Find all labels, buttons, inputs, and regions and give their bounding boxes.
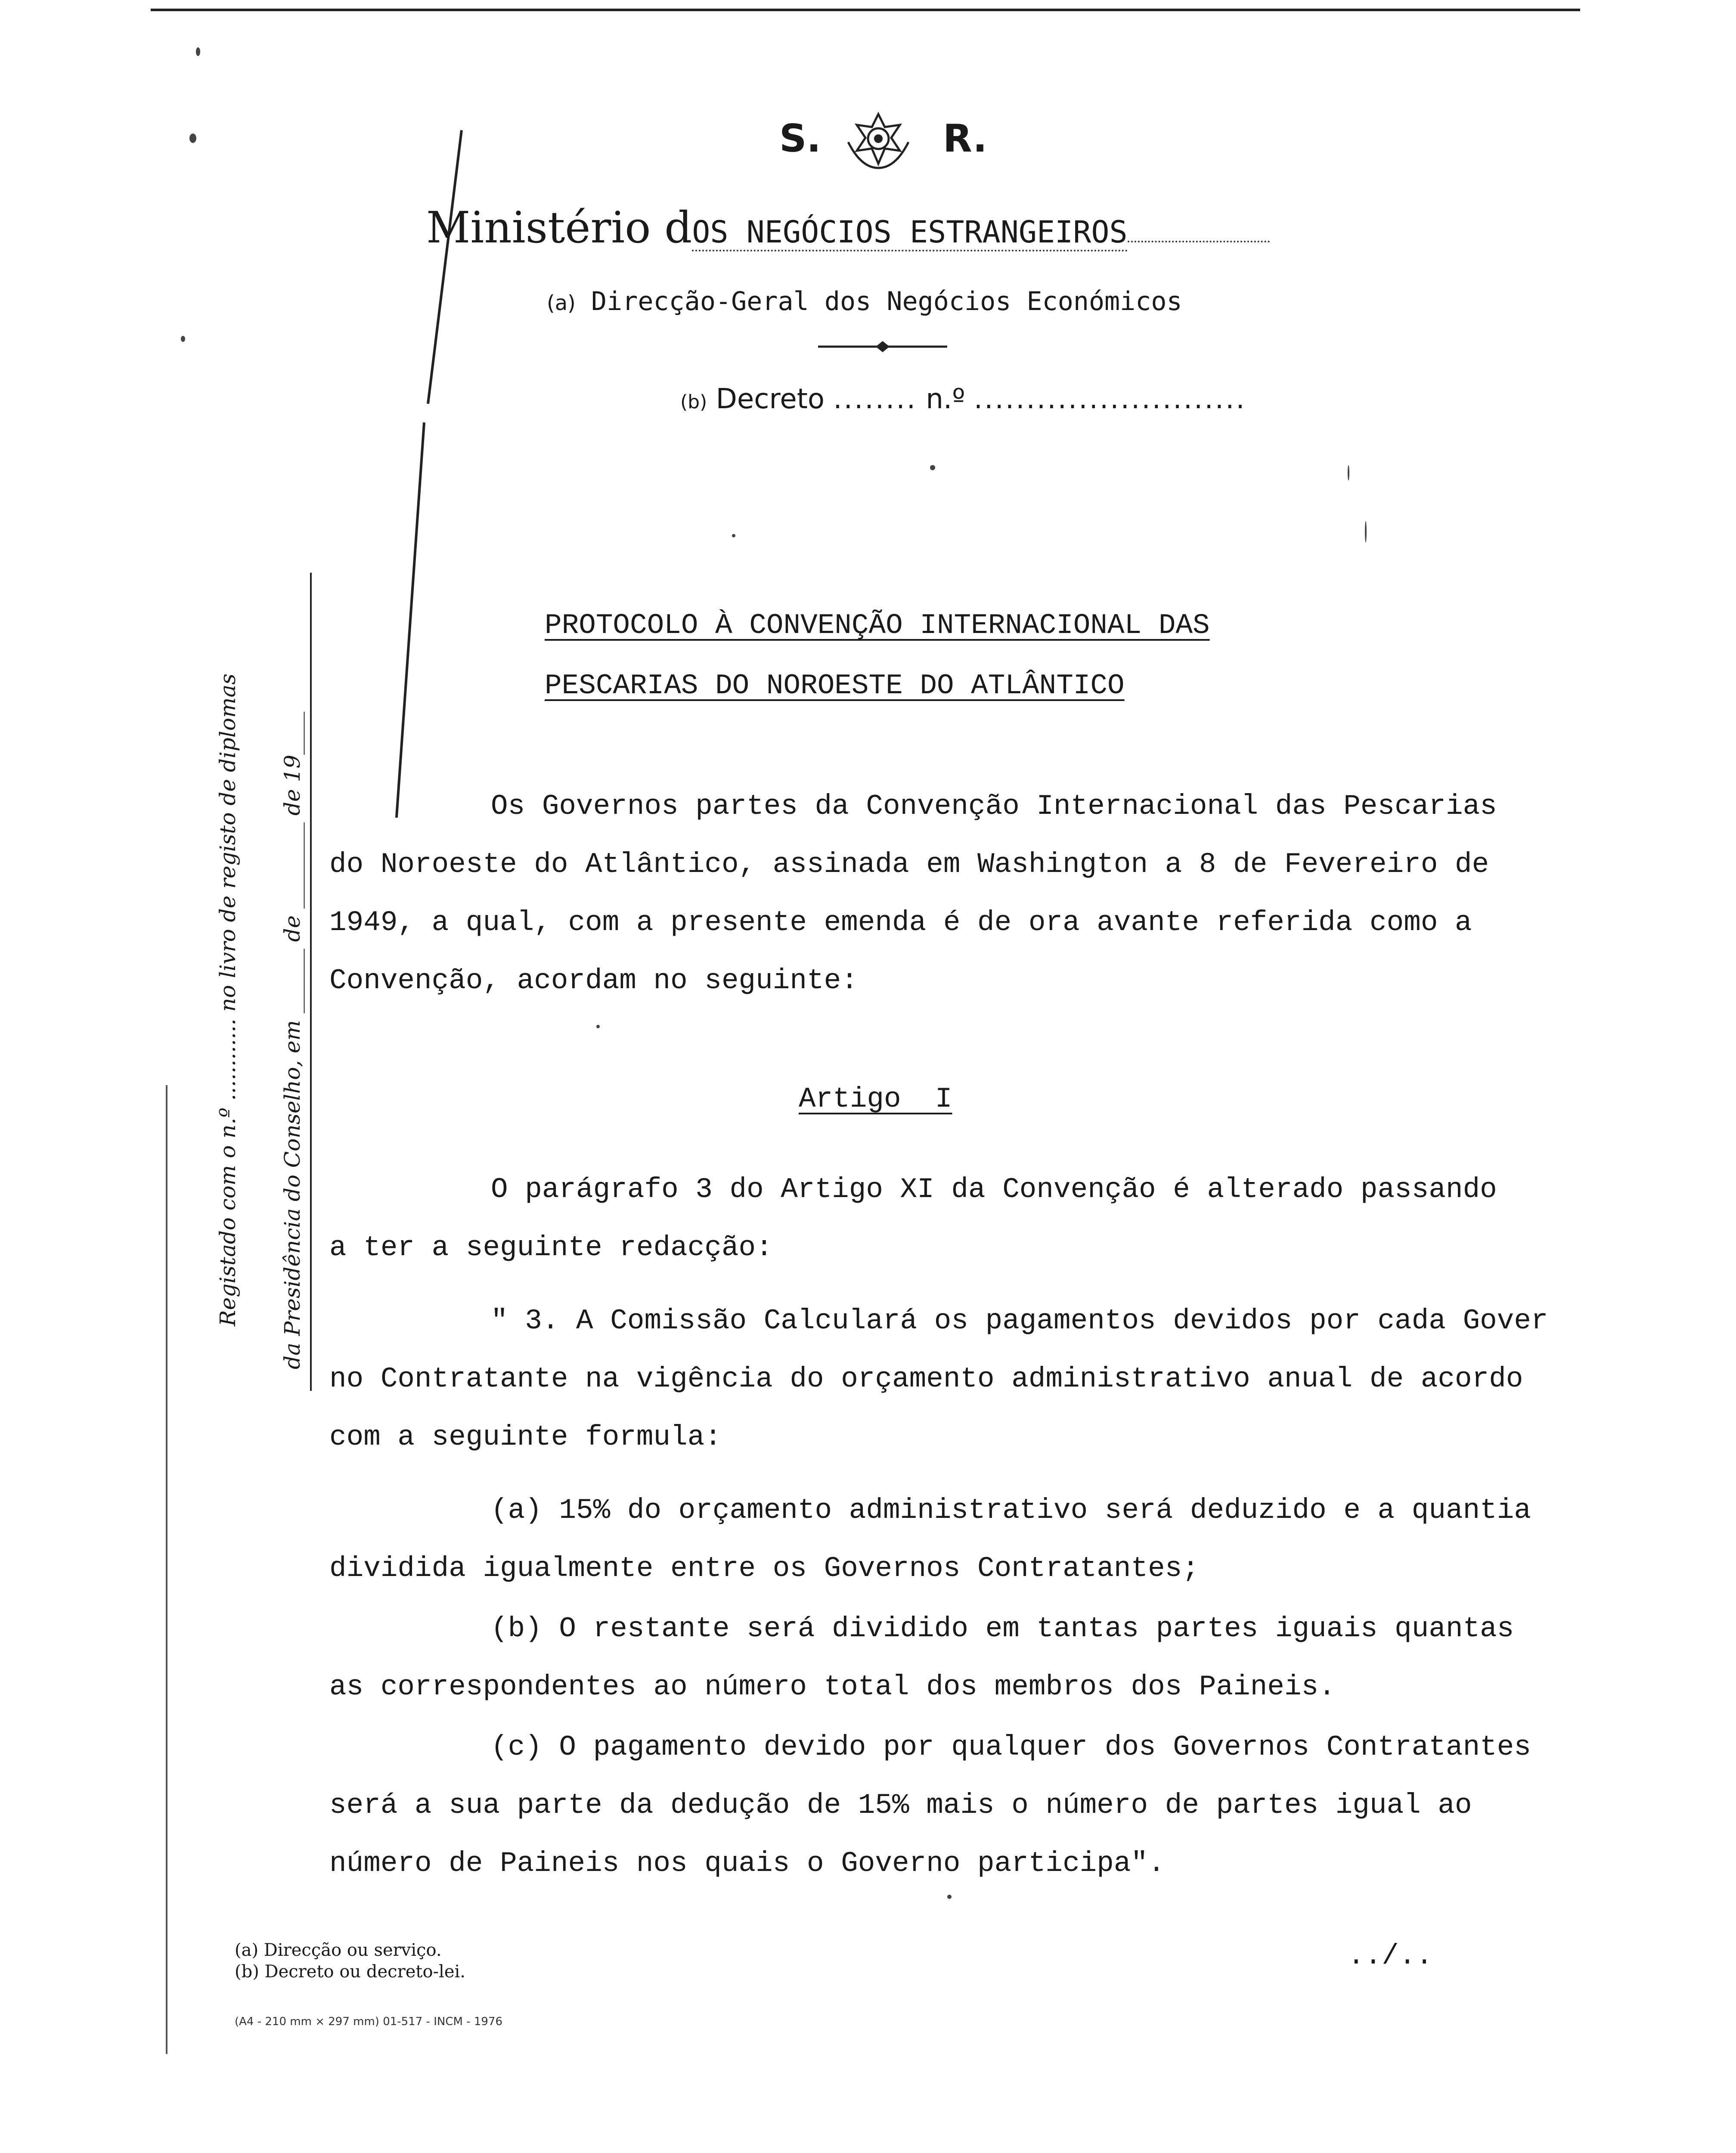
item-b-line-2: as correspondentes ao número total dos membros dos Paineis. (329, 1671, 1336, 1703)
item-c-line-3: número de Paineis nos quais o Governo participa". (329, 1847, 1165, 1880)
para3-line-3: com a seguinte formula: (329, 1421, 722, 1453)
margin-line-middle (395, 422, 425, 818)
direccao-value: Direcção-Geral dos Negócios Económicos (591, 286, 1182, 316)
decreto-label: Decreto (716, 383, 825, 415)
margin-line-upper (427, 130, 463, 404)
item-a-line-1: (a) 15% do orçamento administrativo será deduzido e a quantia (491, 1494, 1531, 1526)
decreto-footnote-marker: (b) (680, 391, 707, 413)
registry-margin-note-2: da Presidência do Conselho, em ______ de ________ de 19____ (280, 711, 305, 1369)
intro-line-2: do Noroeste do Atlântico, assinada em Washington a 8 de Fevereiro de (329, 848, 1489, 881)
scan-speck (189, 133, 196, 143)
footnote-b: (b) Decreto ou decreto-lei. (235, 1962, 466, 1982)
margin-line-edge (166, 1085, 167, 2054)
item-b-line-1: (b) O restante será dividido em tantas partes iguais quantas (491, 1613, 1514, 1645)
scan-speck (1348, 465, 1349, 481)
decreto-line (680, 383, 1246, 415)
decreto-number-label: n.º (926, 383, 965, 415)
scan-speck (732, 534, 735, 537)
article-intro-line-2: a ter a seguinte redacção: (329, 1232, 773, 1264)
scan-speck (596, 1025, 600, 1028)
direccao-footnote-marker: (a) (547, 291, 576, 315)
ministry-dotted-tail (1128, 241, 1270, 242)
intro-line-3: 1949, a qual, com a presente emenda é de ora avante referida como a (329, 906, 1472, 939)
ministry-line (426, 202, 1270, 253)
para3-line-1: " 3. A Comissão Calculará os pagamentos devidos por cada Gover (491, 1305, 1548, 1337)
intro-line-1: Os Governos partes da Convenção Internacional das Pescarias (491, 790, 1497, 822)
registry-margin-note-1: Registado com o n.º ............ no livro de registo de diplomas (215, 673, 240, 1326)
document-title-line-2: PESCARIAS DO NOROESTE DO ATLÂNTICO (545, 670, 1125, 702)
scan-speck (181, 336, 185, 342)
intro-line-4: Convenção, acordam no seguinte: (329, 965, 858, 997)
item-c-line-1: (c) O pagamento devido por qualquer dos Governos Contratantes (491, 1731, 1531, 1763)
scan-speck (196, 47, 200, 56)
ministry-name-fill: OS NEGÓCIOS ESTRANGEIROS (692, 214, 1127, 251)
ministry-prefix: Ministério d (426, 202, 692, 253)
header-s-letter: S. (779, 116, 821, 161)
header-r-letter: R. (943, 116, 987, 161)
top-border-line (151, 9, 1580, 11)
article-heading: Artigo I (799, 1083, 952, 1115)
scan-speck (1365, 521, 1367, 543)
document-title-line-1: PROTOCOLO À CONVENÇÃO INTERNACIONAL DAS (545, 609, 1210, 642)
direccao-line (547, 286, 1182, 316)
printer-imprint: (A4 - 210 mm × 297 mm) 01-517 - INCM - 1976 (235, 2015, 502, 2028)
decreto-blank: ........ (833, 383, 918, 415)
ornament-divider (818, 340, 947, 353)
coat-of-arms-icon (835, 108, 921, 172)
article-intro-line-1: O parágrafo 3 do Artigo XI da Convenção é alterado passando (491, 1173, 1497, 1206)
decreto-number-blank: .......................... (973, 383, 1246, 415)
scan-speck (947, 1895, 952, 1899)
footnote-a: (a) Direcção ou serviço. (235, 1940, 442, 1960)
item-c-line-2: será a sua parte da dedução de 15% mais o número de partes igual ao (329, 1789, 1472, 1821)
item-a-line-2: dividida igualmente entre os Governos Contratantes; (329, 1552, 1199, 1585)
continuation-mark: ../.. (1348, 1940, 1433, 1972)
para3-line-2: no Contratante na vigência do orçamento administrativo anual de acordo (329, 1363, 1523, 1395)
margin-line-binding (310, 573, 312, 1391)
scan-speck (930, 465, 935, 470)
